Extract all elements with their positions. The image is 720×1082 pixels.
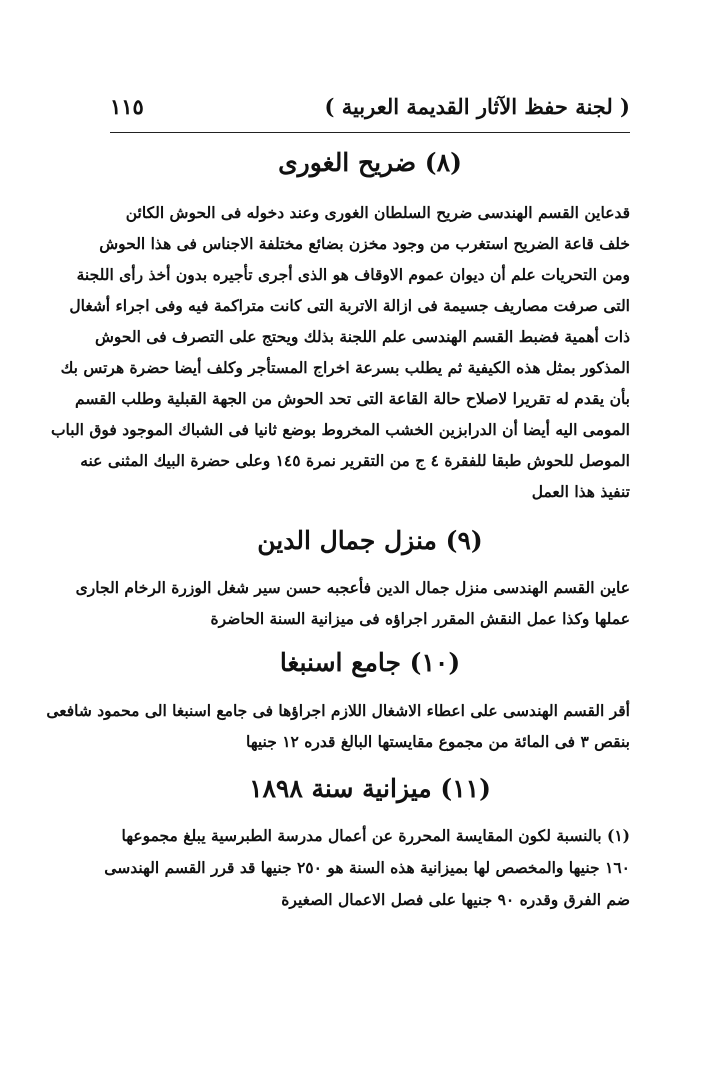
section-8-line: بأن يقدم له تقريرا لاصلاح حالة القاعة التى تحد الحوش من الجهة القبلية وطلب القسم bbox=[75, 389, 630, 408]
section-9-line: عملها وكذا عمل النقش المقرر اجراؤه فى ميزانية السنة الحاضرة bbox=[210, 609, 630, 628]
section-8-line: الموصل للحوش طبقا للفقرة ٤ ج من التقرير نمرة ١٤٥ وعلى حضرة البيك المثنى عنه bbox=[80, 451, 630, 470]
section-10-line: بنقص ٣ فى المائة من مجموع مقايستها البالغ قدره ١٢ جنيها bbox=[246, 732, 630, 751]
section-9-line: عاين القسم الهندسى منزل جمال الدين فأعجبه حسن سير شغل الوزرة الرخام الجارى bbox=[75, 578, 630, 597]
section-11-line: ١٦٠ جنيها والمخصص لها بميزانية هذه السنة هو ٢٥٠ جنيها قد قرر القسم الهندسى bbox=[104, 858, 630, 877]
section-11-line: ضم الفرق وقدره ٩٠ جنيها على فصل الاعمال الصغيرة bbox=[281, 890, 630, 909]
section-8-line: ومن التحريات علم أن ديوان عموم الاوقاف هو الذى أجرى تأجيره بدون أخذ رأى اللجنة bbox=[76, 265, 630, 284]
page-number: ١١٥ bbox=[110, 94, 144, 119]
section-8-line: المذكور بمثل هذه الكيفية ثم يطلب بسرعة اخراج المستأجر وكلف أيضا حضرة هرتس بك bbox=[60, 358, 630, 377]
header-rule bbox=[110, 132, 630, 133]
running-head: ( لجنة حفظ الآثار القديمة العربية ) bbox=[324, 94, 630, 119]
section-heading-11: (١١) ميزانية سنة ١٨٩٨ bbox=[249, 774, 491, 803]
section-10-line: أقر القسم الهندسى على اعطاء الاشغال اللازم اجراؤها فى جامع اسنبغا الى محمود شافعى bbox=[46, 701, 630, 720]
section-8-line: التى صرفت مصاريف جسيمة فى ازالة الاتربة التى كانت متراكمة فيه وفى اجراء أشغال bbox=[69, 296, 630, 315]
section-8-line: قدعاين القسم الهندسى ضريح السلطان الغورى وعند دخوله فى الحوش الكائن bbox=[125, 203, 630, 222]
section-heading-8: (٨) ضريح الغورى bbox=[278, 148, 462, 177]
section-heading-9: (٩) منزل جمال الدين bbox=[257, 526, 483, 555]
page-header bbox=[110, 92, 630, 132]
section-8-line: تنفيذ هذا العمل bbox=[531, 482, 630, 501]
section-8-line: المومى اليه أيضا أن الدرابزين الخشب المخروط بوضع ثانيا فى الشباك الموجود فوق الباب bbox=[50, 420, 630, 439]
section-heading-10: (١٠) جامع اسنبغا bbox=[279, 648, 461, 677]
section-8-line: خلف قاعة الضريح استغرب من وجود مخزن بضائع مختلفة الاجناس فى هذا الحوش bbox=[99, 234, 630, 253]
section-8-line: ذات أهمية فضبط القسم الهندسى علم اللجنة بذلك ويحتج على التصرف فى الحوش bbox=[94, 327, 630, 346]
section-11-line: (١) بالنسبة لكون المقايسة المحررة عن أعمال مدرسة الطبرسية يبلغ مجموعها bbox=[121, 826, 630, 845]
